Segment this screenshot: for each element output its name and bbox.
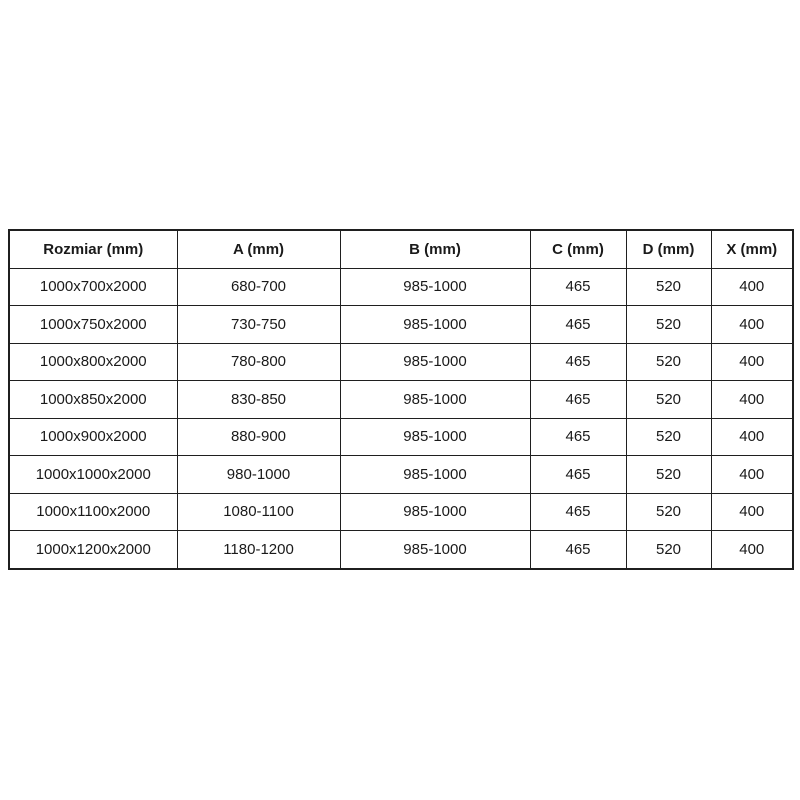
table-cell: 465 [530,343,626,381]
header-cell-rozmiar: Rozmiar (mm) [9,230,177,268]
table-cell: 1000x1100x2000 [9,493,177,531]
table-cell: 400 [711,381,793,419]
table-cell: 985-1000 [340,418,530,456]
table-cell: 1000x800x2000 [9,343,177,381]
table-cell: 400 [711,493,793,531]
header-cell-b: B (mm) [340,230,530,268]
table-cell: 465 [530,306,626,344]
table-cell: 465 [530,381,626,419]
table-cell: 985-1000 [340,268,530,306]
table-row [9,343,793,381]
table-cell: 465 [530,531,626,569]
table-cell: 1000x1000x2000 [9,456,177,494]
table-row [9,268,793,306]
table-row [9,418,793,456]
table-cell: 985-1000 [340,456,530,494]
table-row [9,531,793,569]
table-header-row [9,230,793,268]
table-cell: 465 [530,493,626,531]
table-cell: 985-1000 [340,343,530,381]
table-row [9,381,793,419]
table-cell: 400 [711,456,793,494]
table-cell: 985-1000 [340,381,530,419]
table-cell: 400 [711,418,793,456]
table-cell: 830-850 [177,381,340,419]
table-cell: 520 [626,306,711,344]
table-cell: 520 [626,456,711,494]
table-cell: 1000x1200x2000 [9,531,177,569]
table-cell: 1080-1100 [177,493,340,531]
table-cell: 520 [626,531,711,569]
table-cell: 680-700 [177,268,340,306]
table-cell: 880-900 [177,418,340,456]
table-cell: 465 [530,418,626,456]
table-cell: 1000x750x2000 [9,306,177,344]
table-cell: 400 [711,531,793,569]
table-cell: 520 [626,418,711,456]
table-cell: 1000x700x2000 [9,268,177,306]
table-cell: 985-1000 [340,531,530,569]
table-cell: 465 [530,456,626,494]
table-cell: 520 [626,268,711,306]
table-row [9,456,793,494]
header-cell-c: C (mm) [530,230,626,268]
table-cell: 400 [711,268,793,306]
table-cell: 520 [626,381,711,419]
table-cell: 520 [626,343,711,381]
header-cell-x: X (mm) [711,230,793,268]
table-row [9,493,793,531]
header-cell-a: A (mm) [177,230,340,268]
table-cell: 1180-1200 [177,531,340,569]
table-cell: 980-1000 [177,456,340,494]
table-cell: 780-800 [177,343,340,381]
table-cell: 1000x900x2000 [9,418,177,456]
table-row [9,306,793,344]
table-cell: 400 [711,343,793,381]
header-cell-d: D (mm) [626,230,711,268]
dimension-spec-table [8,229,794,570]
table-cell: 985-1000 [340,306,530,344]
table-cell: 1000x850x2000 [9,381,177,419]
table-cell: 985-1000 [340,493,530,531]
table-cell: 465 [530,268,626,306]
table-cell: 400 [711,306,793,344]
table-cell: 520 [626,493,711,531]
table-cell: 730-750 [177,306,340,344]
